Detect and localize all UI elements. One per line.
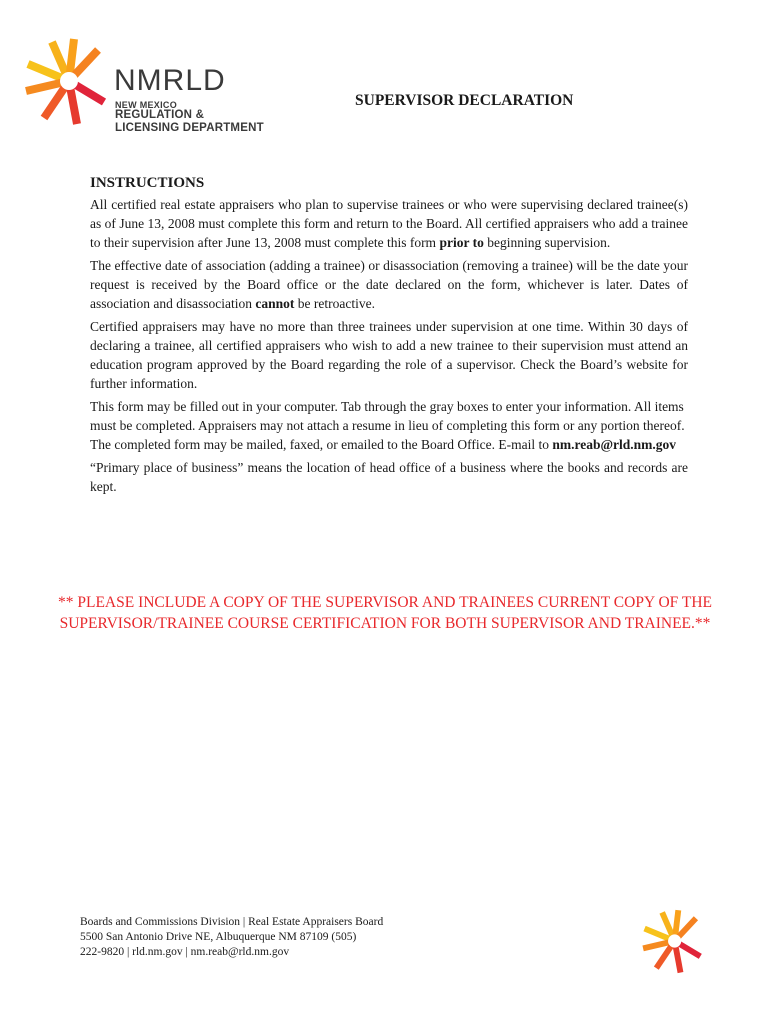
footer <box>80 915 440 960</box>
footer-address: 5500 San Antonio Drive NE, Albuquerque NM 87109 (505) <box>80 931 357 943</box>
footer-contact: 222-9820 | rld.nm.gov | nm.reab@rld.nm.gov <box>80 946 290 958</box>
instructions-section <box>90 175 688 500</box>
instructions-paragraph-4: This form may be filled out in your computer. Tab through the gray boxes to enter your information. All items must be completed. Appraisers may not attach a resume in lieu of completing this form or any portion thereof. The completed form may be mailed, faxed, or emailed to the Board Office. E-mail to nm.reab@rld.nm.gov <box>90 399 685 452</box>
board-email-link[interactable]: nm.reab@rld.nm.gov <box>552 437 677 452</box>
instructions-paragraph-5: “Primary place of business” means the location of head office of a business where the books and records are kept. <box>90 460 688 494</box>
instructions-heading: INSTRUCTIONS <box>90 175 205 191</box>
instructions-paragraph-2: The effective date of association (adding a trainee) or disassociation (removing a trainee) will be the date your request is received by the Board office or the date declared on the form, whichever is later. Dates of association and disassociation cannot be retroactive. <box>90 258 688 311</box>
footer-division: Boards and Commissions Division | Real Estate Appraisers Board <box>80 916 384 928</box>
page-title: SUPERVISOR DECLARATION <box>355 92 574 109</box>
certification-notice: ** PLEASE INCLUDE A COPY OF THE SUPERVISOR AND TRAINEES CURRENT COPY OF THE SUPERVISOR/TRAINEE COURSE CERTIFICATION FOR BOTH SUPERVISOR AND TRAINEE.** <box>57 594 712 632</box>
logo-licensing-department: LICENSING DEPARTMENT <box>115 122 264 134</box>
footer-burst-icon <box>640 908 710 974</box>
nmrld-burst-icon <box>22 36 117 126</box>
instructions-paragraph-3: Certified appraisers may have no more than three trainees under supervision at one time. Within 30 days of declaring a trainee, all certified appraisers who wish to add a new trainee to their supervision must attend an education program approved by the Board regarding the role of a supervisor. Check the Board’s website for further information. <box>90 319 688 391</box>
logo-new-mexico: NEW MEXICO <box>115 100 178 110</box>
nmrld-logo <box>22 36 272 136</box>
instructions-paragraph-1: All certified real estate appraisers who plan to supervise trainees or who were supervising declared trainee(s) as of June 13, 2008 must complete this form and return to the Board. All certified appraisers who add a trainee to their supervision after June 13, 2008 must complete this form prior to beginning supervision. <box>90 197 688 250</box>
logo-abbreviation: NMRLD <box>114 64 226 97</box>
logo-regulation: REGULATION & <box>115 109 205 121</box>
